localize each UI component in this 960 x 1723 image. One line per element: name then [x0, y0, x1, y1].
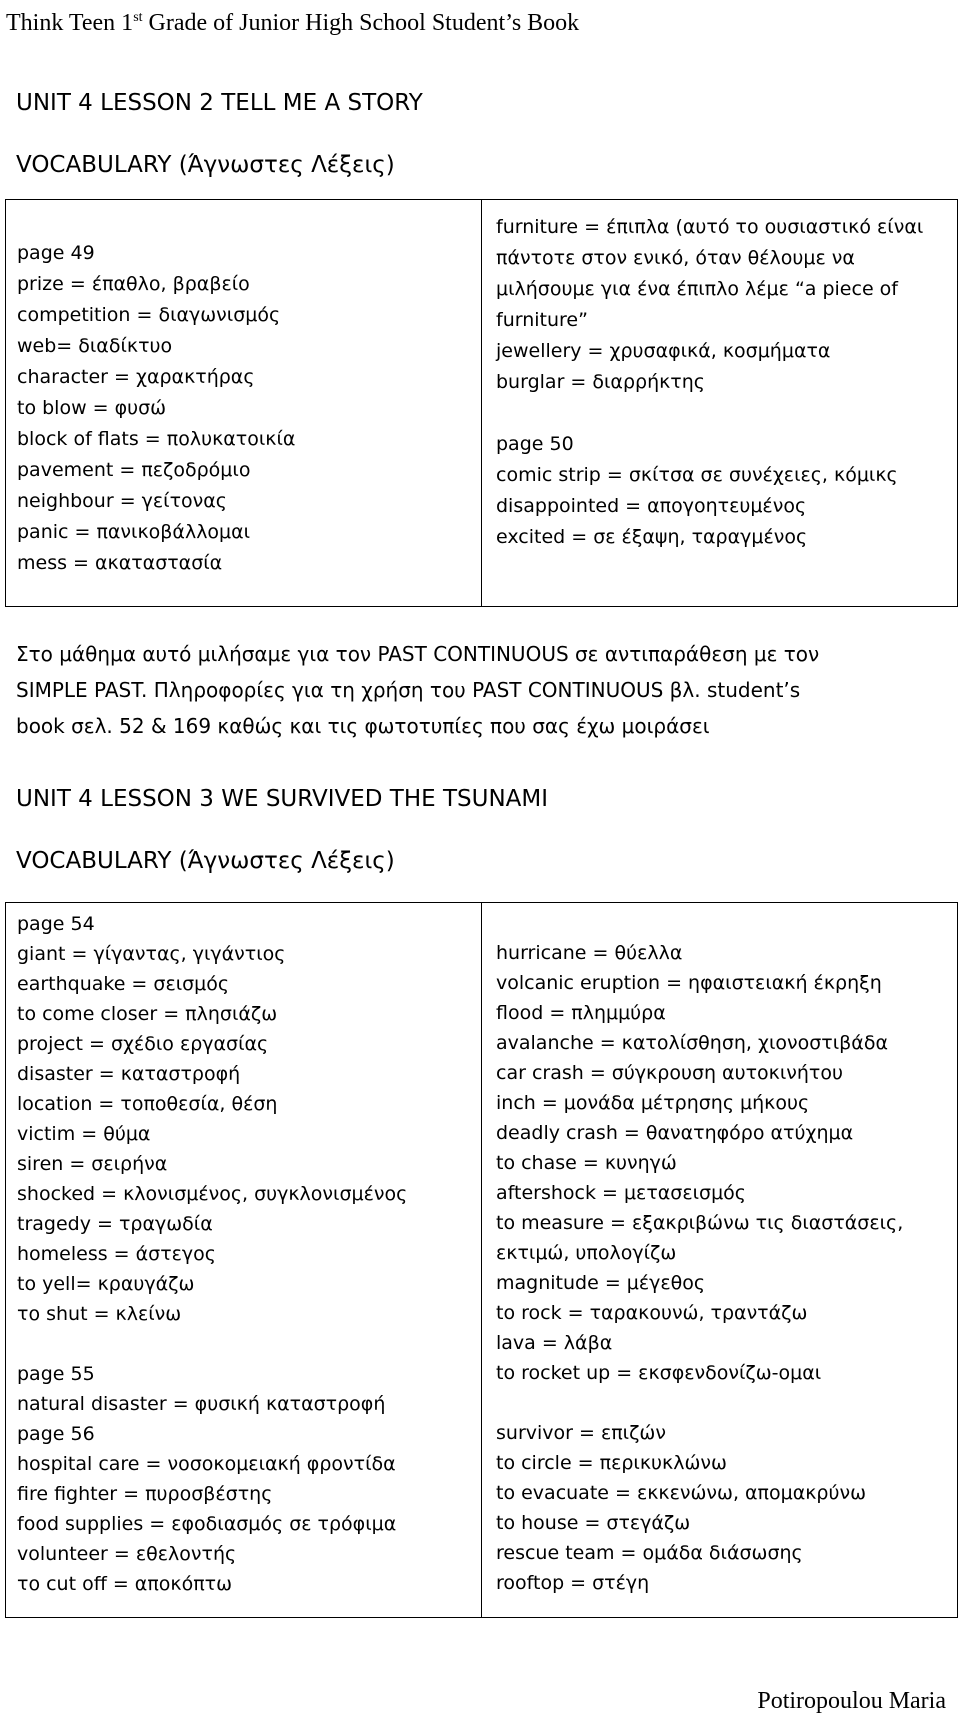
vocab-line: aftershock = μετασεισμός: [496, 1182, 746, 1204]
vocab-line: εκτιμώ, υπολογίζω: [496, 1242, 677, 1264]
vocab-line: fire fighter = πυροσβέστης: [17, 1483, 273, 1505]
vocab-line: avalanche = κατολίσθηση, χιονοστιβάδα: [496, 1032, 888, 1054]
unit42-vocab-table: [5, 199, 958, 607]
unit42-right-column: [482, 200, 958, 607]
vocab-line: rooftop = στέγη: [496, 1572, 650, 1594]
vocab-line: deadly crash = θανατηφόρο ατύχημα: [496, 1122, 854, 1144]
blank-line: [496, 1388, 957, 1418]
vocab-line: panic = πανικοβάλλομαι: [17, 521, 251, 543]
unit43-vocab-title: VOCABULARY (Άγνωστες Λέξεις): [16, 848, 395, 874]
vocab-line: earthquake = σεισμός: [17, 973, 230, 995]
vocab-line: homeless = άστεγος: [17, 1243, 216, 1265]
vocab-line: tragedy = τραγωδία: [17, 1213, 213, 1235]
vocab-line: siren = σειρήνα: [17, 1153, 168, 1175]
unit43-vocab-table: [5, 902, 958, 1618]
vocab-line: rescue team = ομάδα διάσωσης: [496, 1542, 803, 1564]
vocab-line: furniture = έπιπλα (αυτό το ουσιαστικό είναι: [496, 216, 924, 238]
header-superscript: st: [133, 10, 143, 25]
vocab-line: to circle = περικυκλώνω: [496, 1452, 727, 1474]
vocab-line: excited = σε έξαψη, ταραγμένος: [496, 526, 808, 548]
unit43-left-column: [6, 903, 482, 1618]
unit43-title: UNIT 4 LESSON 3 WE SURVIVED THE TSUNAMI: [16, 786, 549, 812]
blank-line: [496, 398, 957, 429]
vocab-line: flood = πλημμύρα: [496, 1002, 666, 1024]
unit42-left-column: [6, 200, 482, 607]
header-prefix: Think Teen 1: [6, 10, 134, 36]
vocab-line: to house = στεγάζω: [496, 1512, 691, 1534]
vocab-page-label: page 56: [17, 1423, 95, 1445]
header-suffix: Grade of Junior High School Student’s Book: [142, 10, 580, 36]
vocab-line: to blow = φυσώ: [17, 397, 167, 419]
vocab-line: lava = λάβα: [496, 1332, 613, 1354]
vocab-line: magnitude = μέγεθος: [496, 1272, 706, 1294]
vocab-line: to rock = ταρακουνώ, τραντάζω: [496, 1302, 808, 1324]
vocab-line: to evacuate = εκκενώνω, απομακρύνω: [496, 1482, 866, 1504]
grammar-note-paragraph: [16, 636, 946, 744]
vocab-line: mess = ακαταστασία: [17, 552, 223, 574]
paragraph-line: SIMPLE PAST. Πληροφορίες για τη χρήση του PAST CONTINUOUS βλ. student’s: [16, 678, 801, 702]
vocab-line: disaster = καταστροφή: [17, 1063, 241, 1085]
unit43-right-column: [482, 903, 958, 1618]
paragraph-line: Στο μάθημα αυτό μιλήσαμε για τον PAST CONTINUOUS σε αντιπαράθεση με τον: [16, 642, 820, 666]
vocab-line: giant = γίγαντας, γιγάντιος: [17, 943, 286, 965]
vocab-line: volcanic eruption = ηφαιστειακή έκρηξη: [496, 972, 882, 994]
vocab-line: to yell= κραυγάζω: [17, 1273, 195, 1295]
vocab-line: hurricane = θύελλα: [496, 942, 683, 964]
vocab-line: volunteer = εθελοντής: [17, 1543, 237, 1565]
vocab-line: character = χαρακτήρας: [17, 366, 255, 388]
vocab-line: shocked = κλονισμένος, συγκλονισμένος: [17, 1183, 408, 1205]
vocab-page-label: page 55: [17, 1363, 95, 1385]
vocab-line: web= διαδίκτυο: [17, 335, 173, 357]
vocab-line: to come closer = πλησιάζω: [17, 1003, 278, 1025]
vocab-line: competition = διαγωνισμός: [17, 304, 281, 326]
vocab-line: disappointed = απογοητευμένος: [496, 495, 807, 517]
vocab-line: block of flats = πολυκατοικία: [17, 428, 296, 450]
page-header: [6, 2, 579, 39]
vocab-page-label: page 50: [496, 433, 574, 455]
vocab-line: πάντοτε στον ενικό, όταν θέλουμε να: [496, 247, 855, 269]
page-footer-author: Potiropoulou Maria: [757, 1688, 946, 1714]
vocab-line: location = τοποθεσία, θέση: [17, 1093, 278, 1115]
vocab-page-label: page 54: [17, 913, 95, 935]
vocab-line: to measure = εξακριβώνω τις διαστάσεις,: [496, 1212, 904, 1234]
vocab-line: το shut = κλείνω: [17, 1303, 182, 1325]
vocab-line: to chase = κυνηγώ: [496, 1152, 677, 1174]
vocab-line: pavement = πεζοδρόμιο: [17, 459, 251, 481]
vocab-line: hospital care = νοσοκομειακή φροντίδα: [17, 1453, 396, 1475]
vocab-line: inch = μονάδα μέτρησης μήκους: [496, 1092, 810, 1114]
vocab-line: burglar = διαρρήκτης: [496, 371, 705, 393]
vocab-line: to rocket up = εκσφενδονίζω-ομαι: [496, 1362, 822, 1384]
unit42-title: UNIT 4 LESSON 2 TELL ME A STORY: [16, 90, 423, 116]
vocab-line: car crash = σύγκρουση αυτοκινήτου: [496, 1062, 843, 1084]
vocab-line: comic strip = σκίτσα σε συνέχειες, κόμικς: [496, 464, 898, 486]
vocab-line: furniture”: [496, 309, 588, 331]
vocab-line: natural disaster = φυσική καταστροφή: [17, 1393, 386, 1415]
vocab-line: survivor = επιζών: [496, 1422, 666, 1444]
blank-line: [17, 1329, 481, 1359]
vocab-line: μιλήσουμε για ένα έπιπλο λέμε “a piece of: [496, 278, 898, 300]
vocab-line: jewellery = χρυσαφικά, κοσμήματα: [496, 340, 831, 362]
vocab-line: το cut off = αποκόπτω: [17, 1573, 232, 1595]
vocab-line: neighbour = γείτονας: [17, 490, 227, 512]
vocab-line: food supplies = εφοδιασμός σε τρόφιμα: [17, 1513, 397, 1535]
vocab-line: project = σχέδιο εργασίας: [17, 1033, 269, 1055]
paragraph-line: book σελ. 52 & 169 καθώς και τις φωτοτυπίες που σας έχω μοιράσει: [16, 714, 710, 738]
vocab-line: prize = έπαθλο, βραβείο: [17, 273, 250, 295]
vocab-line: victim = θύμα: [17, 1123, 151, 1145]
vocab-line: page 49: [17, 242, 95, 264]
unit42-vocab-title: VOCABULARY (Άγνωστες Λέξεις): [16, 152, 395, 178]
